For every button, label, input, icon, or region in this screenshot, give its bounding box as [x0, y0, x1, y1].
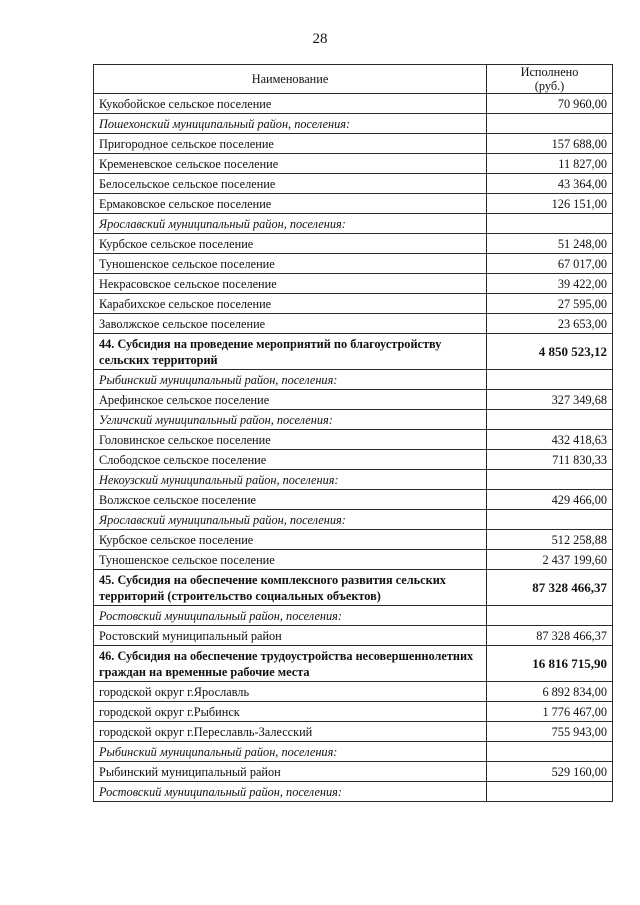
row-amount-cell: 711 830,33 — [487, 450, 613, 470]
row-name-cell: Волжское сельское поселение — [94, 490, 487, 510]
row-amount-cell — [487, 606, 613, 626]
table-row — [94, 450, 613, 470]
row-amount-cell: 16 816 715,90 — [487, 646, 613, 682]
row-name-cell: Белосельское сельское поселение — [94, 174, 487, 194]
page-number: 28 — [312, 31, 328, 47]
district-group-row — [94, 214, 613, 234]
row-amount-cell: 432 418,63 — [487, 430, 613, 450]
row-amount-cell: 70 960,00 — [487, 94, 613, 114]
table-row — [94, 762, 613, 782]
table-row — [94, 194, 613, 214]
row-amount-cell: 51 248,00 — [487, 234, 613, 254]
row-name-cell: Угличский муниципальный район, поселения: — [94, 410, 487, 430]
row-name-cell: Ростовский муниципальный район, поселения: — [94, 606, 487, 626]
row-name-cell: Рыбинский муниципальный район — [94, 762, 487, 782]
subsidy-heading-row — [94, 646, 613, 682]
table-row — [94, 530, 613, 550]
row-amount-cell: 512 258,88 — [487, 530, 613, 550]
row-name-cell: Курбское сельское поселение — [94, 530, 487, 550]
table-row — [94, 274, 613, 294]
row-name-cell: Ярославский муниципальный район, поселения: — [94, 214, 487, 234]
district-group-row — [94, 742, 613, 762]
row-amount-cell: 39 422,00 — [487, 274, 613, 294]
row-amount-cell — [487, 214, 613, 234]
row-amount-cell: 27 595,00 — [487, 294, 613, 314]
row-name-cell: 44. Субсидия на проведение мероприятий по благоустройству сельских территорий — [94, 334, 487, 370]
table-row — [94, 314, 613, 334]
table-row — [94, 430, 613, 450]
row-name-cell: Некрасовское сельское поселение — [94, 274, 487, 294]
table-row — [94, 550, 613, 570]
row-amount-cell — [487, 510, 613, 530]
row-amount-cell: 4 850 523,12 — [487, 334, 613, 370]
table-row — [94, 722, 613, 742]
row-amount-cell: 529 160,00 — [487, 762, 613, 782]
column-header-executed-line1: Исполнено — [520, 65, 579, 79]
table-row — [94, 390, 613, 410]
row-amount-cell — [487, 782, 613, 802]
district-group-row — [94, 470, 613, 490]
table-row — [94, 154, 613, 174]
row-name-cell: Туношенское сельское поселение — [94, 550, 487, 570]
row-amount-cell: 327 349,68 — [487, 390, 613, 410]
row-amount-cell: 67 017,00 — [487, 254, 613, 274]
row-name-cell: Слободское сельское поселение — [94, 450, 487, 470]
row-name-cell: Ермаковское сельское поселение — [94, 194, 487, 214]
table-row — [94, 490, 613, 510]
column-header-executed — [487, 65, 613, 94]
row-amount-cell: 126 151,00 — [487, 194, 613, 214]
table-row — [94, 682, 613, 702]
row-name-cell: городской округ г.Переславль-Залесский — [94, 722, 487, 742]
row-name-cell: Пригородное сельское поселение — [94, 134, 487, 154]
row-amount-cell: 23 653,00 — [487, 314, 613, 334]
table-row — [94, 702, 613, 722]
row-amount-cell: 157 688,00 — [487, 134, 613, 154]
row-amount-cell — [487, 470, 613, 490]
row-amount-cell: 6 892 834,00 — [487, 682, 613, 702]
row-name-cell: Арефинское сельское поселение — [94, 390, 487, 410]
district-group-row — [94, 782, 613, 802]
table-body — [94, 94, 613, 802]
district-group-row — [94, 370, 613, 390]
row-name-cell: Туношенское сельское поселение — [94, 254, 487, 274]
district-group-row — [94, 114, 613, 134]
district-group-row — [94, 410, 613, 430]
subsidy-table — [93, 64, 613, 802]
row-amount-cell: 43 364,00 — [487, 174, 613, 194]
district-group-row — [94, 510, 613, 530]
row-amount-cell: 1 776 467,00 — [487, 702, 613, 722]
table-row — [94, 174, 613, 194]
subsidy-heading-row — [94, 334, 613, 370]
row-name-cell: 46. Субсидия на обеспечение трудоустройства несовершеннолетних граждан на временные рабочие места — [94, 646, 487, 682]
row-name-cell: Заволжское сельское поселение — [94, 314, 487, 334]
row-name-cell: Рыбинский муниципальный район, поселения: — [94, 742, 487, 762]
row-name-cell: Рыбинский муниципальный район, поселения: — [94, 370, 487, 390]
subsidy-heading-row — [94, 570, 613, 606]
row-name-cell: Некоузский муниципальный район, поселения: — [94, 470, 487, 490]
row-name-cell: городской округ г.Ярославль — [94, 682, 487, 702]
row-name-cell: Ярославский муниципальный район, поселения: — [94, 510, 487, 530]
table-row — [94, 234, 613, 254]
district-group-row — [94, 606, 613, 626]
column-header-name: Наименование — [94, 65, 487, 94]
row-name-cell: Пошехонский муниципальный район, поселения: — [94, 114, 487, 134]
row-name-cell: городской округ г.Рыбинск — [94, 702, 487, 722]
row-name-cell: Курбское сельское поселение — [94, 234, 487, 254]
table-row — [94, 254, 613, 274]
table-row — [94, 134, 613, 154]
row-amount-cell: 87 328 466,37 — [487, 570, 613, 606]
table-row — [94, 626, 613, 646]
row-amount-cell: 11 827,00 — [487, 154, 613, 174]
row-amount-cell: 2 437 199,60 — [487, 550, 613, 570]
row-amount-cell — [487, 742, 613, 762]
row-amount-cell: 429 466,00 — [487, 490, 613, 510]
row-name-cell: Ростовский муниципальный район, поселения: — [94, 782, 487, 802]
row-amount-cell: 755 943,00 — [487, 722, 613, 742]
row-amount-cell — [487, 114, 613, 134]
column-header-executed-unit: (руб.) — [534, 79, 565, 93]
row-amount-cell — [487, 370, 613, 390]
row-name-cell: Карабихское сельское поселение — [94, 294, 487, 314]
row-name-cell: 45. Субсидия на обеспечение комплексного развития сельских территорий (строительство социальных объектов) — [94, 570, 487, 606]
row-amount-cell: 87 328 466,37 — [487, 626, 613, 646]
table-header-row — [94, 65, 613, 94]
row-name-cell: Кременевское сельское поселение — [94, 154, 487, 174]
row-name-cell: Ростовский муниципальный район — [94, 626, 487, 646]
table-row — [94, 94, 613, 114]
row-name-cell: Головинское сельское поселение — [94, 430, 487, 450]
row-name-cell: Кукобойское сельское поселение — [94, 94, 487, 114]
table-row — [94, 294, 613, 314]
row-amount-cell — [487, 410, 613, 430]
